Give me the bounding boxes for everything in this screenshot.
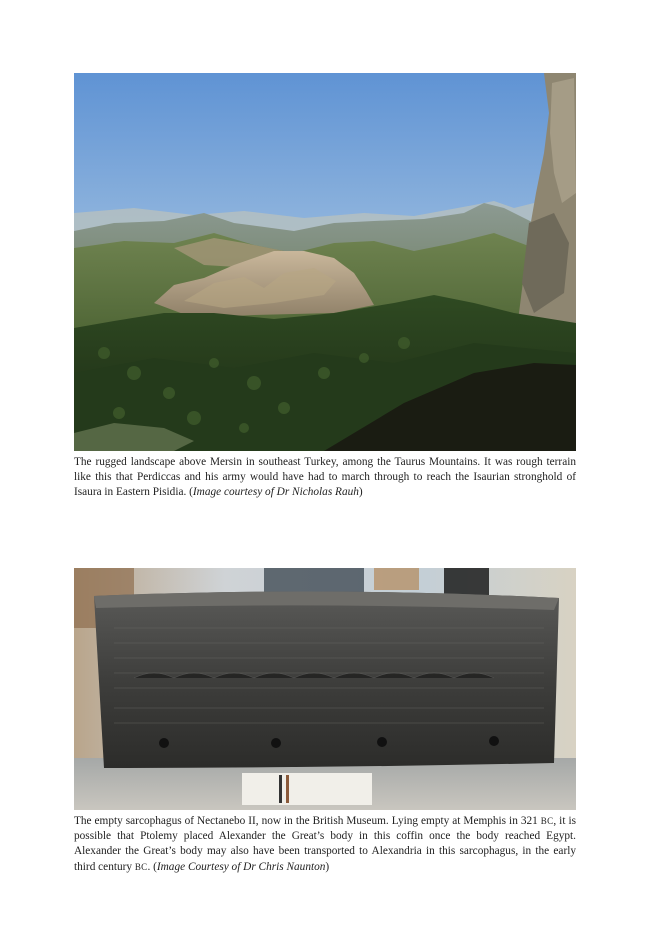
caption-text-1: The empty sarcophagus of Nectanebo II, now in the British Museum. Lying empty at Memphis in 321: [74, 815, 541, 827]
caption-credit: Image Courtesy of Dr Chris Naunton: [156, 860, 326, 873]
figure-sarcophagus: [74, 568, 576, 886]
caption-close: ): [325, 860, 330, 873]
figure-landscape: [74, 73, 576, 512]
caption-close: ): [358, 486, 363, 499]
landscape-image: [74, 73, 576, 451]
caption-text-2: , it is possible that Ptolemy placed Alexander the Great’s body in this coffin once the body reached Egypt. Alexander the Great’s body may also have been transported to Alexandria in this sarcophagus, in the early third century: [74, 815, 576, 873]
landscape-caption: [74, 455, 576, 501]
landscape-photo: [74, 73, 576, 451]
caption-credit: Image courtesy of Dr Nicholas Rauh: [192, 486, 359, 499]
caption-text-3: . (: [147, 860, 157, 873]
caption-text: The rugged landscape above Mersin in southeast Turkey, among the Taurus Mountains. It was rough terrain like this that Perdiccas and his army would have had to march through to reach the Isaurian stronghold of Isaura in Eastern Pisidia. (: [74, 456, 576, 499]
sarcophagus-image: [74, 568, 576, 810]
era-abbrev-2: BC: [134, 861, 148, 872]
era-abbrev-1: BC: [540, 816, 554, 826]
sarcophagus-caption: [74, 814, 576, 875]
sarcophagus-photo: [74, 568, 576, 810]
